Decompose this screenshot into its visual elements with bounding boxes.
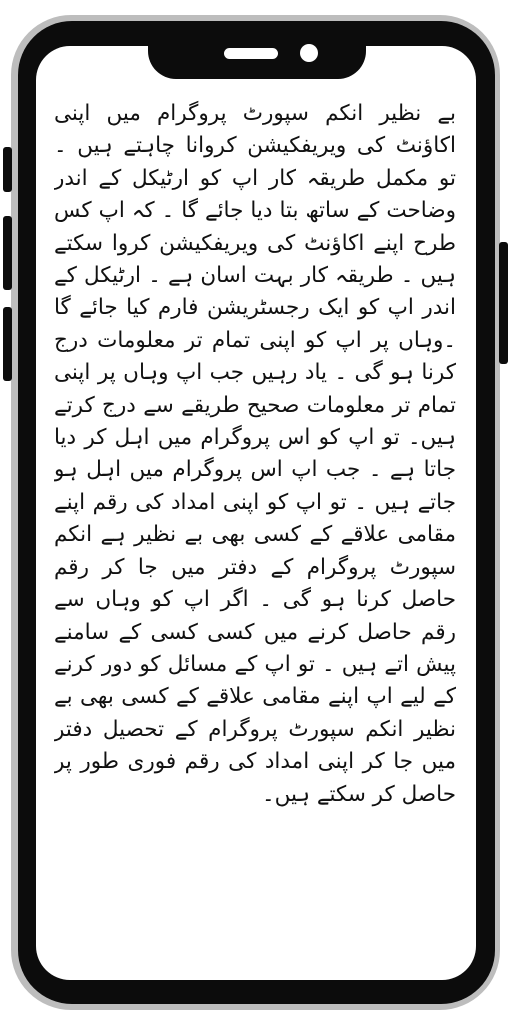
mute-switch — [3, 147, 12, 192]
article-text: بے نظیر انکم سپورٹ پروگرام میں اپنی اکاؤنٹ کی ویریفکیشن کروانا چاہتے ہیں ۔ تو مکمل طریقہ کار اپ کو ارٹیکل کے اندر وضاحت کے ساتھ بتا دیا جائے گا ۔ کہ اپ کس طرح اپنے اکاؤنٹ کی ویریفکیشن کروا سکتے ہیں ۔ طریقہ کار بہت اسان ہے ۔ ارٹیکل کے اندر اپ کو ایک رجسٹریشن فارم کیا جائے گا ۔وہاں پر اپ کو اپنی تمام تر معلومات درج کرنا ہو گی ۔ یاد رہیں جب اپ وہاں پر اپنی تمام تر معلومات صحیح طریقے سے درج کرتے ہیں۔ تو اپ کو اس پروگرام میں اہل کر دیا جاتا ہے ۔ جب اپ اس پروگرام میں اہل ہو جاتے ہیں ۔ تو اپ کو اپنی امداد کی رقم اپنے مقامی علاقے کے کسی بھی بے نظیر ہے انکم سپورٹ پروگرام کے دفتر میں جا کر رقم حاصل کرنا ہو گی ۔ اگر اپ کو وہاں سے رقم حاصل کرنے میں کسی کسی کے سامنے پیش اتے ہیں ۔ تو اپ کے مسائل کو دور کرنے کے لیے اپ اپنے مقامی علاقے کے کسی بھی بے نظیر انکم سپورٹ پروگرام کے تحصیل دفتر میں جا کر اپنی امداد کی رقم فوری طور پر حاصل کر سکتے ہیں۔ — [54, 101, 456, 807]
power-button — [499, 242, 508, 364]
volume-up-button — [3, 216, 12, 290]
volume-down-button — [3, 307, 12, 381]
phone-screen — [36, 46, 476, 980]
front-camera-icon — [300, 44, 318, 62]
speaker-grille — [224, 48, 278, 59]
